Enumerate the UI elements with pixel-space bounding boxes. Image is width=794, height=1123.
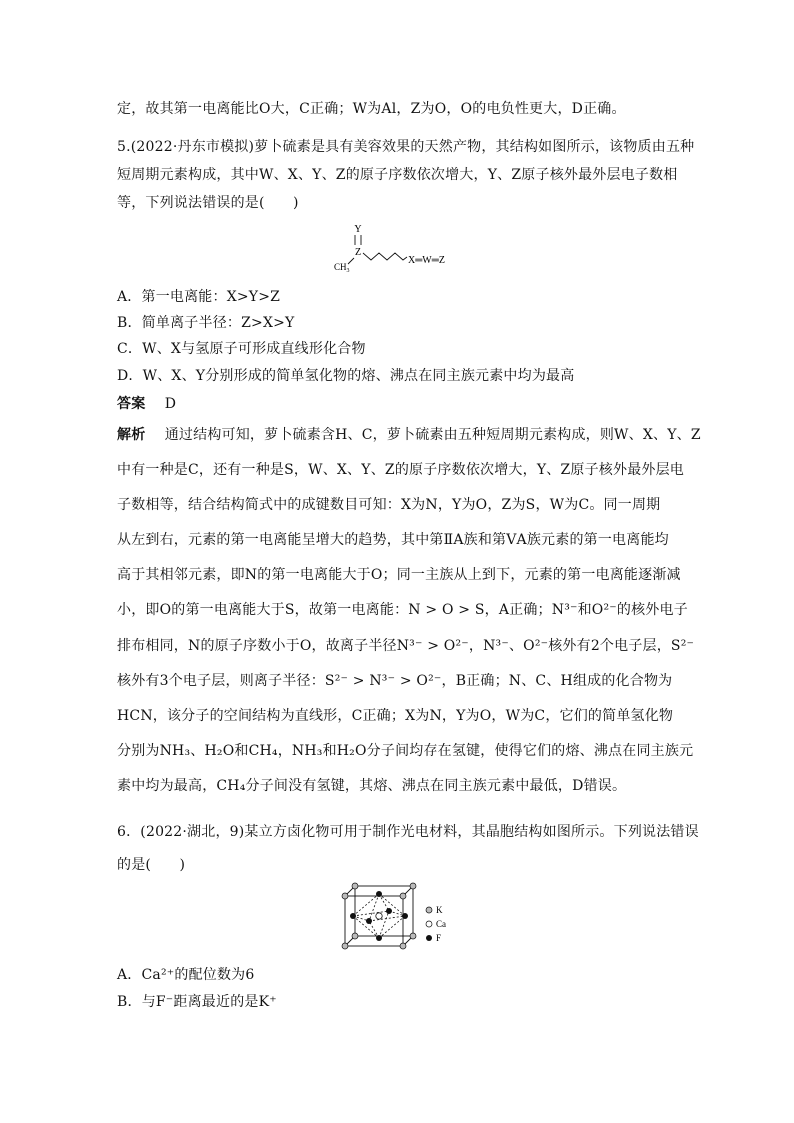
q5-stem-line-2: 短周期元素构成，其中W、X、Y、Z的原子序数依次增大，Y、Z原子核外最外层电子数相 — [117, 167, 678, 183]
legend-f: F — [436, 933, 442, 943]
q5-option-d: D．W、X、Y分别形成的简单氢化物的熔、沸点在同主族元素中均为最高 — [117, 368, 575, 384]
q5-option-a: A．第一电离能：X>Y>Z — [117, 289, 281, 305]
analysis-label: 解析 — [117, 427, 146, 443]
crystal-cell-diagram — [335, 880, 465, 952]
legend-ca: Ca — [436, 919, 446, 929]
q5-answer — [117, 395, 677, 413]
q5-option-b: B．简单离子半径：Z>X>Y — [117, 315, 295, 331]
structure-label-z: Z — [354, 247, 362, 258]
previous-answer-end: 定，故其第一电离能比O大，C正确；W为Al，Z为O，O的电负性更大，D正确。 — [117, 101, 626, 117]
q5-structure-diagram — [330, 220, 470, 276]
q5-option-c: C．W、X与氢原子可形成直线形化合物 — [117, 341, 366, 357]
q5-analysis-line-4: 从左到右，元素的第一电离能呈增大的趋势，其中第ⅡA族和第ⅤA族元素的第一电离能均 — [117, 532, 669, 548]
q5-analysis-line-1: 解析 通过结构可知，萝卜硫素含H、C，萝卜硫素由五种短周期元素构成，则W、X、Y、Z — [117, 427, 701, 443]
q5-stem-line-3: 等，下列说法错误的是( ) — [117, 195, 299, 211]
structure-label-y: Y — [354, 224, 362, 235]
structure-label-ch3: $CH_3$ — [334, 262, 350, 274]
carbon-chain — [363, 253, 407, 260]
q5-analysis-line-6: 小，即O的第一电离能大于S，故第一电离能：N > O > S，A正确；N³⁻和O²⁻的核外电子 — [117, 602, 688, 618]
q5-analysis-line-5: 高于其相邻元素，即N的第一电离能大于O；同一主族从上到下，元素的第一电离能逐渐减 — [117, 567, 681, 583]
q6-stem-line-2: 的是( ) — [117, 857, 186, 873]
q5-analysis-line-11: 素中均为最高，CH₄分子间没有氢键，其熔、沸点在同主族元素中最低，D错误。 — [117, 778, 627, 794]
q5-analysis-line-9: HCN，该分子的空间结构为直线形，C正确；X为N，Y为O，W为C，它们的简单氢化物 — [117, 708, 674, 724]
legend-k: K — [436, 905, 443, 915]
q5-analysis-line-8: 核外有3个电子层，则离子半径：S²⁻ > N³⁻ > O²⁻，B正确；N、C、H组成的化合物为 — [117, 673, 673, 689]
structure-label-chain: X═W═Z — [408, 255, 445, 266]
answer-label: 答案 — [117, 396, 146, 412]
q5-analysis-line-3: 子数相等，结合结构简式中的成键数目可知：X为N，Y为O，Z为S，W为C。同一周期 — [117, 497, 661, 513]
answer-value: D — [164, 396, 177, 412]
q6-option-a: A．Ca²⁺的配位数为6 — [117, 967, 255, 983]
q5-analysis-line-2: 中有一种是C，还有一种是S，W、X、Y、Z的原子序数依次增大，Y、Z原子核外最外层电 — [117, 462, 684, 478]
q6-option-b: B．与F⁻距离最近的是K⁺ — [117, 994, 277, 1010]
q5-analysis-line-10: 分别为NH₃、H₂O和CH₄，NH₃和H₂O分子间均存在氢键，使得它们的熔、沸点在同主族元 — [117, 743, 694, 759]
q6-stem-line-1: 6．(2022·湖北，9)某立方卤化物可用于制作光电材料，其晶胞结构如图所示。下列说法错误 — [117, 824, 699, 840]
q5-stem-line-1: 5.(2022·丹东市模拟)萝卜硫素是具有美容效果的天然产物，其结构如图所示，该物质由五种 — [117, 139, 695, 155]
q5-analysis-line-7: 排布相同，N的原子序数小于O，故离子半径N³⁻ > O²⁻，N³⁻、O²⁻核外有2个电子层，S²⁻ — [117, 638, 695, 654]
